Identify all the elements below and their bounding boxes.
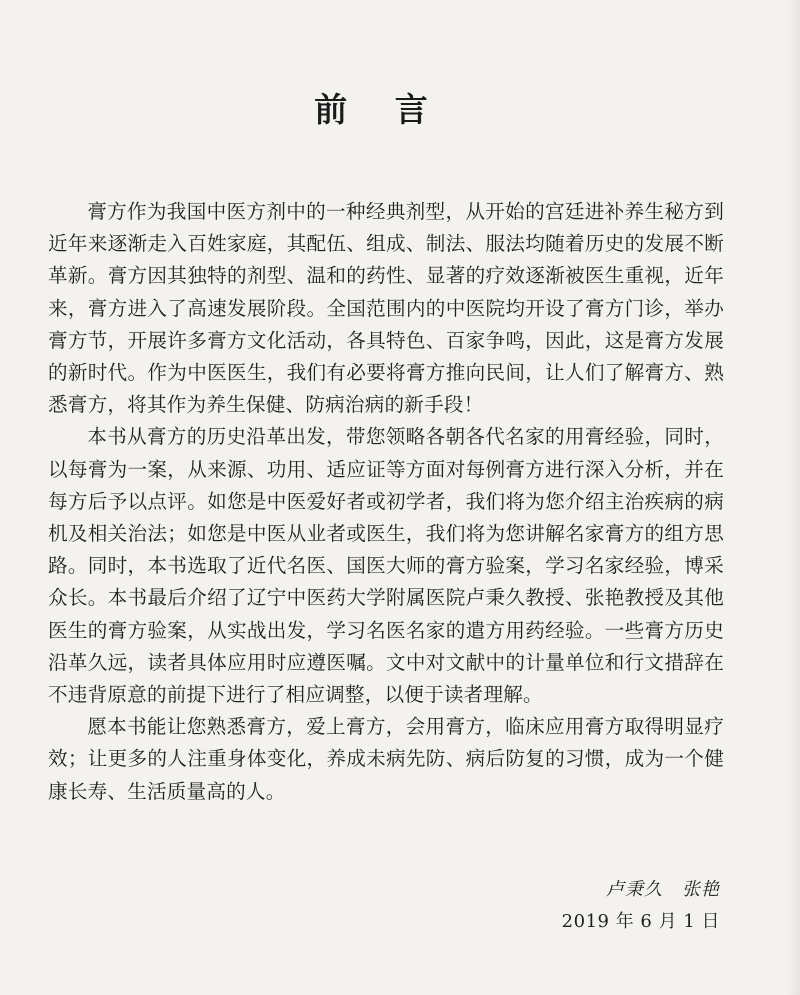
- paragraph-1: 膏方作为我国中医方剂中的一种经典剂型，从开始的宫廷进补养生秘方到近年来逐渐走入百姓家庭，其配伍、组成、制法、服法均随着历史的发展不断革新。膏方因其独特的剂型、温和的药性、显著的疗效逐渐被医生重视，近年来，膏方进入了高速发展阶段。全国范围内的中医院均开设了膏方门诊，举办膏方节，开展许多膏方文化活动，各具特色、百家争鸣，因此，这是膏方发展的新时代。作为中医医生，我们有必要将膏方推向民间，让人们了解膏方、熟悉膏方，将其作为养生保健、防病治病的新手段！: [48, 200, 724, 417]
- paragraph-2: 本书从膏方的历史沿革出发，带您领略各朝各代名家的用膏经验，同时，以每膏为一案，从来源、功用、适应证等方面对每例膏方进行深入分析，并在每方后予以点评。如您是中医爱好者或初学者，我们将为您介绍主治疾病的病机及相关治法；如您是中医从业者或医生，我们将为您讲解名家膏方的组方思路。同时，本书选取了近代名医、国医大师的膏方验案，学习名家经验，博采众长。本书最后介绍了辽宁中医药大学附属医院卢秉久教授、张艳教授及其他医生的膏方验案，从实战出发，学习名医名家的遣方用药经验。一些膏方历史沿革久远，读者具体应用时应遵医嘱。文中对文献中的计量单位和行文措辞在不违背原意的前提下进行了相应调整，以便于读者理解。: [48, 425, 724, 707]
- author-names: 卢秉久 张艳: [606, 879, 720, 900]
- signature-block: [560, 874, 720, 938]
- signature-date: 2019 年 6 月 1 日: [561, 911, 720, 932]
- preface-body: [48, 196, 724, 808]
- page-edge-shadow: [786, 0, 800, 995]
- paragraph-3: 愿本书能让您熟悉膏方，爱上膏方，会用膏方，临床应用膏方取得明显疗效；让更多的人注重身体变化，养成未病先防、病后防复的习惯，成为一个健康长寿、生活质量高的人。: [48, 715, 724, 803]
- page-title: 前 言: [314, 90, 446, 130]
